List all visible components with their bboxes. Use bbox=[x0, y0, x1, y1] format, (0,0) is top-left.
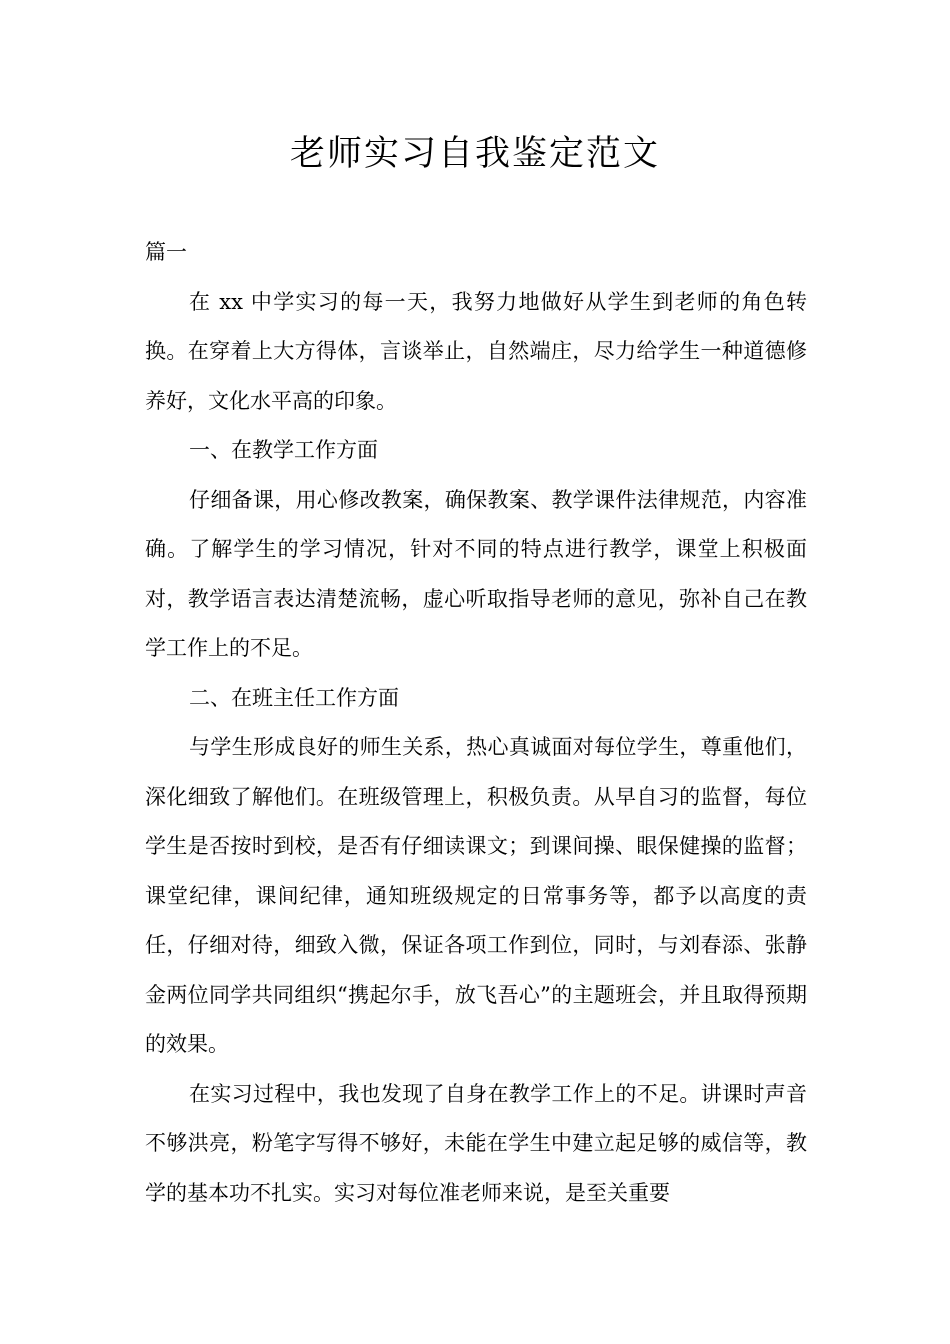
paragraph-intro: 在 xx 中学实习的每一天，我努力地做好从学生到老师的角色转换。在穿着上大方得体，言谈举止，自然端庄，尽力给学生一种道德修养好，文化水平高的印象。 bbox=[145, 289, 807, 413]
document-title: 老师实习自我鉴定范文 bbox=[289, 134, 660, 174]
section-label: 篇一 bbox=[145, 240, 187, 264]
paragraph-shortcomings: 在实习过程中，我也发现了自身在教学工作上的不足。讲课时声音不够洪亮，粉笔字写得不够好，未能在学生中建立起足够的威信等，教学的基本功不扎实。实习对每位准老师来说，是至关重要 bbox=[145, 1081, 807, 1205]
paragraph-teaching-work: 仔细备课，用心修改教案，确保教案、教学课件法律规范，内容准确。了解学生的学习情况，针对不同的特点进行教学，课堂上积极面对，教学语言表达清楚流畅，虚心听取指导老师的意见，弥补自己在教学工作上的不足。 bbox=[145, 487, 807, 660]
heading-class-teacher-work: 二、在班主任工作方面 bbox=[189, 685, 399, 710]
paragraph-class-teacher-work: 与学生形成良好的师生关系，热心真诚面对每位学生，尊重他们，深化细致了解他们。在班级管理上，积极负责。从早自习的监督，每位学生是否按时到校，是否有仔细读课文；到课间操、眼保健操的监督；课堂纪律，课间纪律，通知班级规定的日常事务等，都予以高度的责任，仔细对待，细致入微，保证各项工作到位，同时，与刘春添、张静金两位同学共同组织“携起尔手，放飞吾心”的主题班会，并且取得预期的效果。 bbox=[145, 735, 807, 1056]
document-body bbox=[145, 228, 807, 1218]
heading-teaching-work: 一、在教学工作方面 bbox=[189, 438, 378, 462]
